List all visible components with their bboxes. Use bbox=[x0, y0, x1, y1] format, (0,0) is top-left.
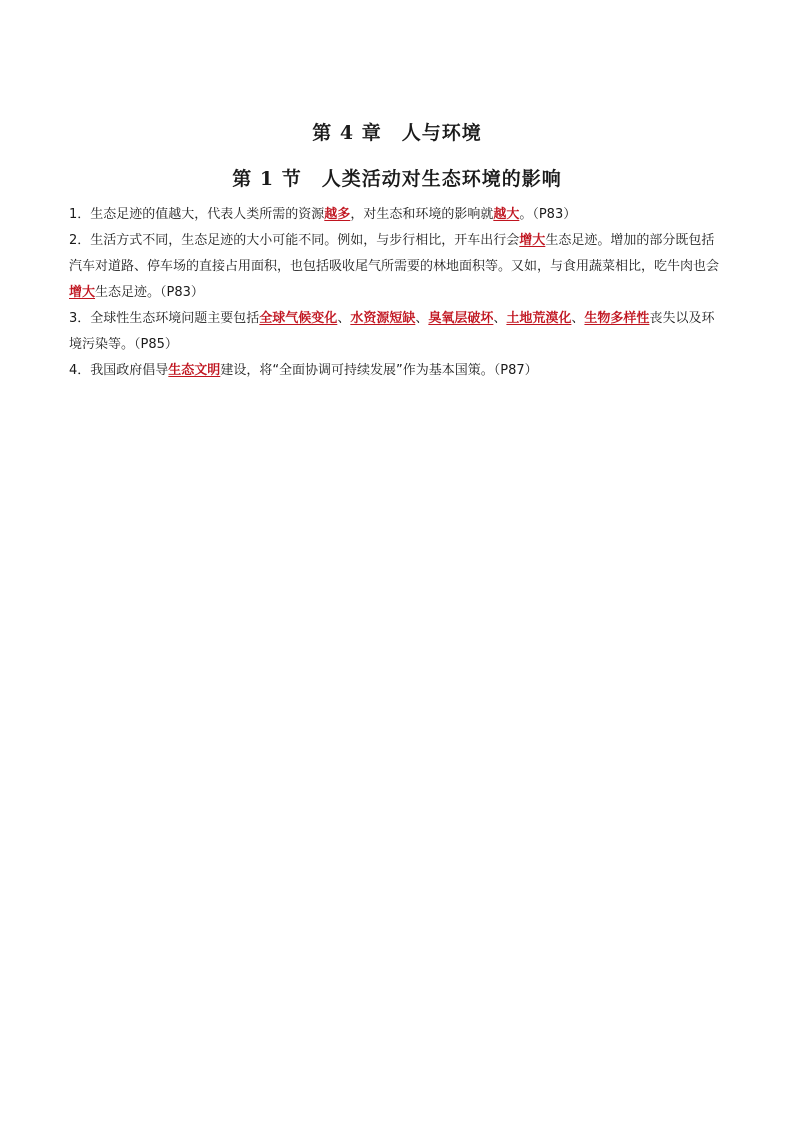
item-text: 建设，将“全面协调可持续发展”作为基本国策。（P87） bbox=[220, 363, 538, 378]
list-item bbox=[69, 228, 725, 306]
answer-blank: 全球气候变化 bbox=[259, 311, 338, 326]
item-text: 丧失以及环境污染等。（P85） bbox=[69, 311, 715, 352]
content-body bbox=[69, 202, 725, 384]
item-text: 我国政府倡导 bbox=[90, 363, 169, 378]
item-text: 、 bbox=[493, 311, 507, 326]
list-item bbox=[69, 306, 725, 358]
item-number: 4． bbox=[69, 363, 91, 378]
answer-blank: 臭氧层破坏 bbox=[428, 311, 494, 326]
item-number: 2． bbox=[69, 233, 91, 248]
item-text: 生态足迹的值越大，代表人类所需的资源 bbox=[90, 207, 325, 222]
item-text: 全球性生态环境问题主要包括 bbox=[90, 311, 260, 326]
item-text: 生态足迹。（P83） bbox=[95, 285, 204, 300]
list-item bbox=[69, 358, 725, 384]
item-text: ，对生态和环境的影响就 bbox=[350, 207, 494, 222]
item-text: 生态足迹。增加的部分既包括汽车对道路、停车场的直接占用面积，也包括吸收尾气所需要的林地面积等。又如，与食用蔬菜相比，吃牛肉也会 bbox=[69, 233, 720, 274]
answer-blank: 生态文明 bbox=[168, 363, 221, 378]
answer-blank: 越多 bbox=[324, 207, 351, 222]
answer-blank: 增大 bbox=[519, 233, 546, 248]
item-number: 1． bbox=[69, 207, 91, 222]
answer-blank: 生物多样性 bbox=[584, 311, 650, 326]
answer-blank: 土地荒漠化 bbox=[506, 311, 572, 326]
list-item bbox=[69, 202, 725, 228]
item-text: 、 bbox=[415, 311, 429, 326]
item-text: 、 bbox=[571, 311, 585, 326]
item-text: 生活方式不同，生态足迹的大小可能不同。例如，与步行相比，开车出行会 bbox=[90, 233, 520, 248]
answer-blank: 水资源短缺 bbox=[350, 311, 416, 326]
item-text: 、 bbox=[337, 311, 351, 326]
item-text: 。（P83） bbox=[519, 207, 577, 222]
chapter-title: 第 4 章 人与环境 bbox=[312, 122, 482, 144]
answer-blank: 增大 bbox=[69, 285, 96, 300]
answer-blank: 越大 bbox=[493, 207, 520, 222]
section-title: 第 1 节 人类活动对生态环境的影响 bbox=[232, 168, 562, 190]
item-number: 3． bbox=[69, 311, 91, 326]
